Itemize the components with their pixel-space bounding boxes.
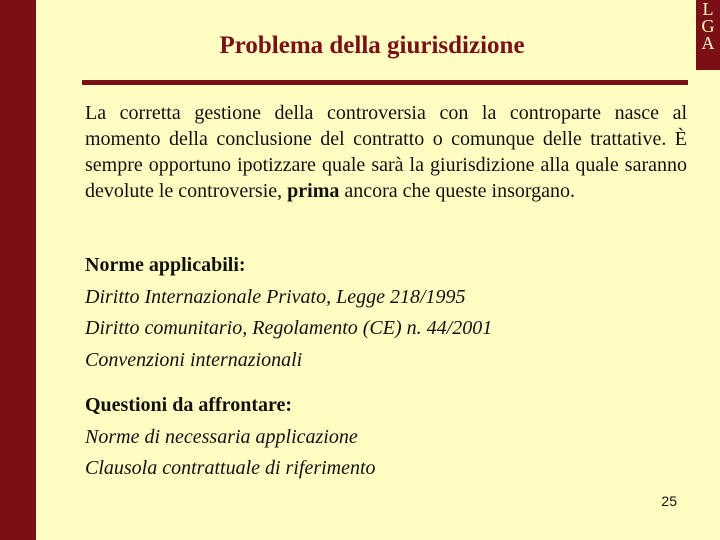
intro-bold-word: prima	[287, 180, 340, 202]
page-number: 25	[661, 493, 677, 509]
intro-text-part1: La corretta gestione della controversia con la controparte nasce al momento della conclusione del contratto o comunque delle trattative. È sempre opportuno ipotizzare quale sarà la giurisdizione alla quale saranno devolute le controversie,	[85, 102, 687, 202]
questioni-item-norme: Norme di necessaria applicazione	[85, 425, 358, 448]
questioni-heading: Questioni da affrontare:	[85, 394, 293, 416]
norme-applicabili-section	[85, 250, 685, 376]
logo-letter-g: G	[701, 16, 715, 36]
norme-heading: Norme applicabili:	[85, 254, 246, 276]
norme-item-convenzioni: Convenzioni internazionali	[85, 348, 303, 371]
title-underline	[82, 80, 688, 85]
logo-letter-l: L	[702, 0, 714, 19]
slide-title: Problema della giurisdizione	[219, 32, 525, 59]
questioni-item-clausola: Clausola contrattuale di riferimento	[85, 457, 376, 479]
questioni-section	[85, 390, 685, 485]
logo-letter-a: A	[701, 33, 715, 53]
intro-text-part2: ancora che queste insorgano.	[344, 180, 576, 202]
left-sidebar-bar	[0, 0, 36, 540]
norme-item-dip: Diritto Internazionale Privato, Legge 218/1995	[85, 285, 466, 308]
norme-item-comunitario: Diritto comunitario, Regolamento (CE) n. 44/2001	[85, 317, 493, 339]
intro-paragraph	[85, 100, 687, 204]
